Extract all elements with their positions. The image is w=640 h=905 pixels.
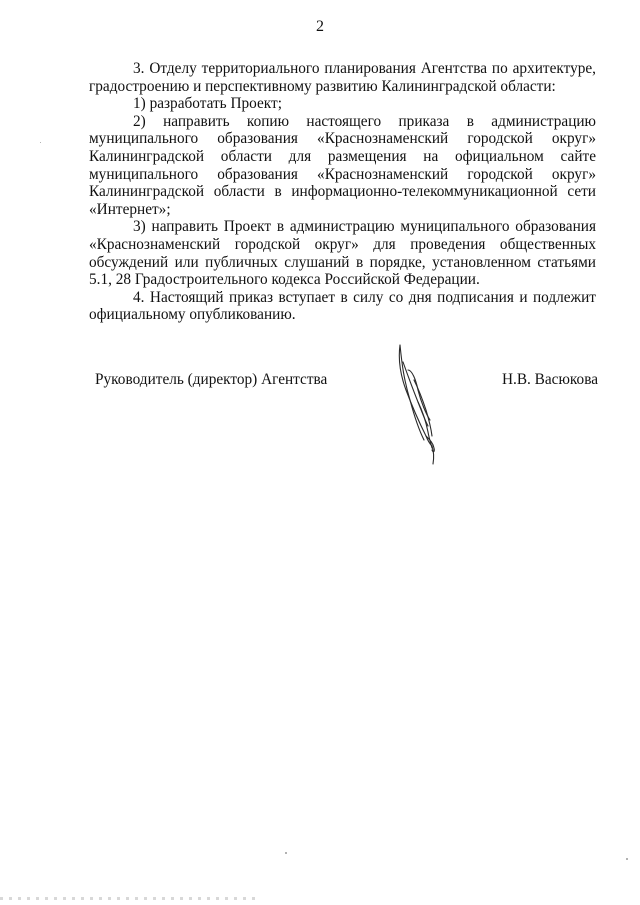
scan-artifact [40,142,41,143]
handwritten-signature-icon [388,340,448,470]
paragraph-item-3: 3. Отделу территориального планирования Агентства по архитектуре, градостроению и перспективному развитию Калининградской области: [89,60,596,95]
scan-artifact [626,858,628,860]
scan-artifact [285,852,287,854]
signatory-name: Н.В. Васюкова [501,371,598,388]
signatory-position: Руководитель (директор) Агентства [95,371,328,388]
page-number: 2 [316,18,324,35]
subitem-3: 3) направить Проект в администрацию муниципального образования «Краснознаменский городской округ» для проведения общественных обсуждений или публичных слушаний в порядке, установленном статьями 5.1, 28 Градостроительного кодекса Российской Федерации. [89,218,596,289]
subitem-1: 1) разработать Проект; [133,95,282,113]
subitem-2: 2) направить копию настоящего приказа в администрацию муниципального образования «Краснознаменский городской округ» Калининградской области для размещения на официальном сайте муниципального образования «Краснознаменский городской округ» Калининградской области в информационно-телекоммуникационной сети «Интернет»; [89,112,596,218]
paragraph-item-4: 4. Настоящий приказ вступает в силу со дня подписания и подлежит официальному опубликованию. [89,288,596,324]
document-body [89,60,596,324]
scan-footer-noise [0,897,260,900]
